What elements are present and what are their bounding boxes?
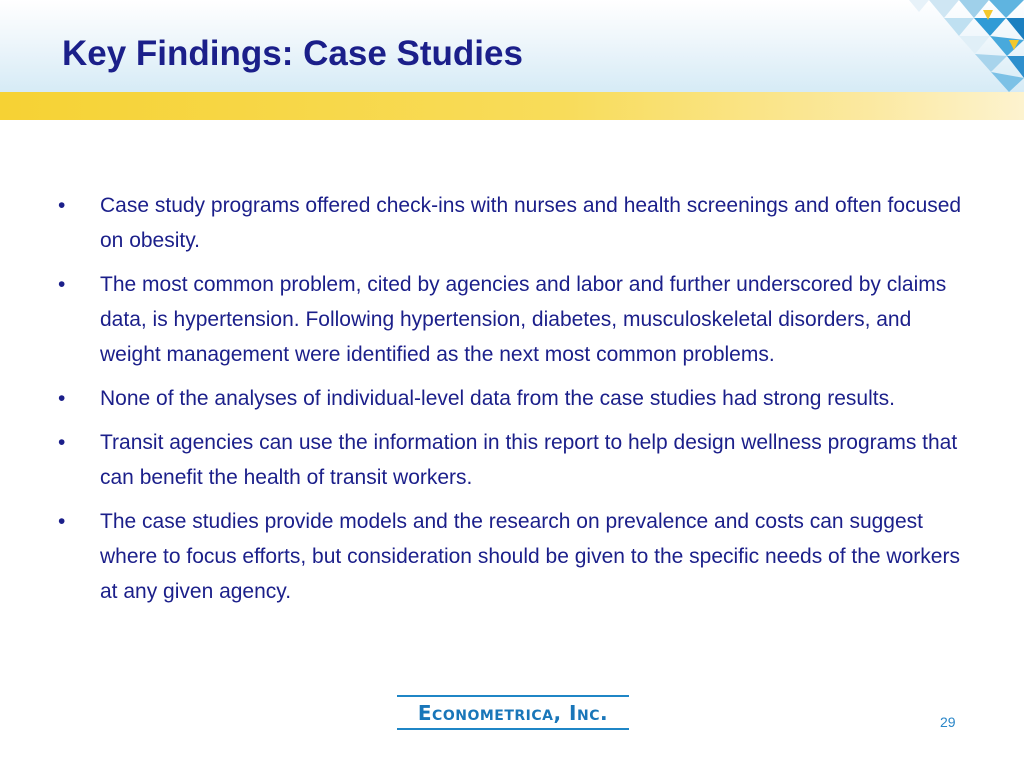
econometrica-logo bbox=[397, 695, 629, 731]
logo-bottom-rule bbox=[397, 728, 629, 730]
list-item bbox=[58, 381, 968, 416]
bullet-marker: • bbox=[58, 510, 66, 533]
bullet-marker: • bbox=[58, 387, 66, 410]
slide-title: Key Findings: Case Studies bbox=[62, 34, 523, 73]
logo-top-rule bbox=[397, 695, 629, 697]
page-number: 29 bbox=[940, 714, 956, 730]
list-item bbox=[58, 188, 968, 258]
list-item bbox=[58, 425, 968, 495]
bullet-marker: • bbox=[58, 194, 66, 217]
slide-header bbox=[0, 0, 1024, 92]
yellow-accent-stripe bbox=[0, 92, 1024, 120]
bullet-marker: • bbox=[58, 431, 66, 454]
bullet-text: None of the analyses of individual-level data from the case studies had strong results. bbox=[100, 387, 895, 410]
bullet-text: Case study programs offered check-ins with nurses and health screenings and often focused on obesity. bbox=[100, 194, 962, 252]
triangle-pattern-decoration bbox=[889, 0, 1024, 92]
logo-text: Econometrica, Inc. bbox=[417, 701, 609, 725]
bullet-text: The case studies provide models and the research on prevalence and costs can suggest where to focus efforts, but consideration should be given to the specific needs of the workers at any given agency. bbox=[100, 510, 960, 603]
bullet-text: The most common problem, cited by agencies and labor and further underscored by claims data, is hypertension. Following hypertension, diabetes, musculoskeletal disorders, and weight management were identified as the next most common problems. bbox=[100, 273, 947, 366]
list-item bbox=[58, 267, 968, 372]
bullet-text: Transit agencies can use the information in this report to help design wellness programs that can benefit the health of transit workers. bbox=[100, 431, 958, 489]
bullet-list bbox=[58, 188, 968, 618]
bullet-marker: • bbox=[58, 273, 66, 296]
list-item bbox=[58, 504, 968, 609]
